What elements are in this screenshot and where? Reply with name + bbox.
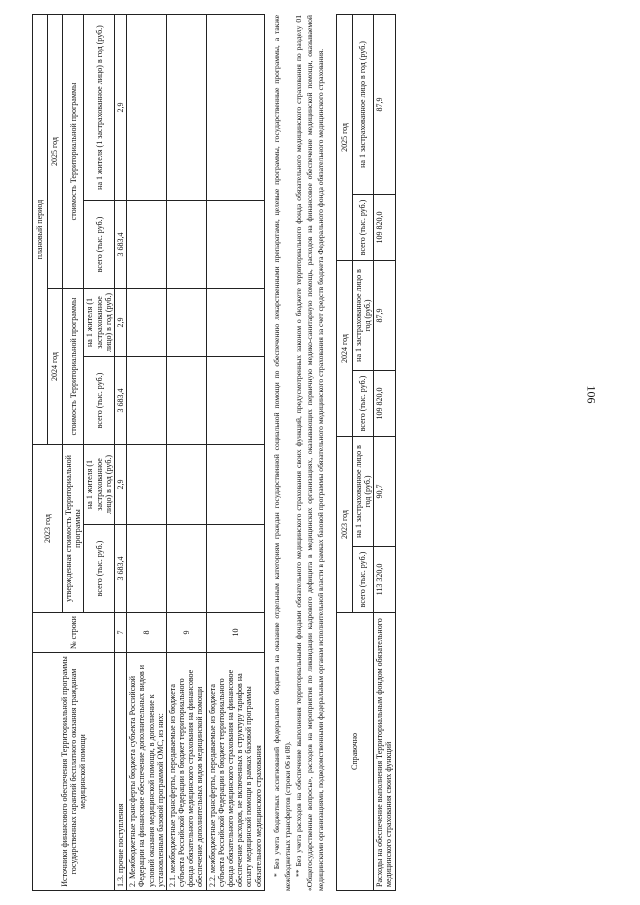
header-per-2025: на 1 жителя (1 застрахованное лицо) в год (руб.) xyxy=(84,14,115,200)
cell-2024-per xyxy=(166,288,206,356)
header-total-2025: всего (тыс. руб.) xyxy=(84,200,115,288)
cell-2023-total xyxy=(206,525,264,613)
table-row xyxy=(206,14,264,890)
ref-row-name: Расходы на обеспечение выполнения Территориальным фондом обязательного медицинского страхования своих функций xyxy=(374,613,395,891)
row-no: 10 xyxy=(206,613,264,653)
ref-cell-2023-total: 113 320,0 xyxy=(374,547,395,613)
reference-table xyxy=(336,14,396,891)
row-name: 1.3. прочие поступления xyxy=(114,653,126,891)
financing-sources-table xyxy=(32,14,265,891)
cell-2024-per xyxy=(206,288,264,356)
row-no: 9 xyxy=(166,613,206,653)
footnotes xyxy=(271,15,326,891)
header-source: Источники финансового обеспечения Территориальной программы государственных гарантий бесплатного оказания гражданам медицинской помощи xyxy=(33,653,115,891)
cell-2025-per xyxy=(166,14,206,200)
cell-2023-total: 3 683,4 xyxy=(114,525,126,613)
cell-2025-per xyxy=(206,14,264,200)
row-no: 8 xyxy=(127,613,167,653)
ref-header-total-2024: всего (тыс. руб.) xyxy=(352,370,373,436)
footnote-2: ** Без учета расходов на обеспечение выполнения территориальными фондами обязательного медицинского страхования своих функций, предусмотренных законом о бюджете территориального фонда обязательного медицинского страхования по разделу 01 «Общегосударственные вопросы», расходов на мероприятия по ликвидации кадрового дефицита в медицинских организациях, оказывающих первичную медико-санитарную помощь, расходов на финансовое обеспечение медицинской помощи, оказываемой медицинскими организациями, подведомственными федеральным органам исполнительной власти в рамках базовой программы обязательного медицинского страхования за счет средств бюджета Федерального фонда обязательного медицинского страхования. xyxy=(293,15,325,891)
table-row xyxy=(374,14,395,890)
cell-2023-per xyxy=(127,444,167,524)
ref-cell-2024-total: 109 820,0 xyxy=(374,370,395,436)
ref-header-total-2023: всего (тыс. руб.) xyxy=(352,547,373,613)
cell-2023-total xyxy=(127,525,167,613)
cell-2025-total xyxy=(127,200,167,288)
page-number: 106 xyxy=(584,385,599,404)
table-row xyxy=(114,14,126,890)
ref-header-per-2023: на 1 застрахованное лицо в год (руб.) xyxy=(352,436,373,546)
header-row-no: № строки xyxy=(33,613,115,653)
cell-2023-per xyxy=(206,444,264,524)
cell-2025-total: 3 683,4 xyxy=(114,200,126,288)
row-name: 2. Межбюджетные трансферты бюджета субъекта Российской Федерации на финансовое обеспечение дополнительных видов и условий оказания медицинской помощи, в дополнение к установленным базовой программой ОМС, из них: xyxy=(127,653,167,891)
sheet-content xyxy=(32,15,396,891)
header-total-2023: всего (тыс. руб.) xyxy=(84,525,115,613)
cell-2024-total xyxy=(127,356,167,444)
cell-2025-per: 2,9 xyxy=(114,14,126,200)
header-total-2024: всего (тыс. руб.) xyxy=(84,356,115,444)
cell-2023-per: 2,9 xyxy=(114,444,126,524)
ref-cell-2024-per: 87,9 xyxy=(374,260,395,370)
header-approved-cost: утвержденная стоимость Территориальной программы xyxy=(63,444,84,612)
ref-header-2024: 2024 год xyxy=(336,260,352,436)
cell-2024-total xyxy=(166,356,206,444)
ref-header-per-2025: на 1 застрахованное лицо в год (руб.) xyxy=(352,14,373,194)
row-no: 7 xyxy=(114,613,126,653)
row-name: 2.1. межбюджетные трансферты, передаваемые из бюджета субъекта Российской Федерации в бюджет территориального фонда обязательного медицинского страхования на финансовое обеспечение дополнительных видов медицинской помощи xyxy=(166,653,206,891)
cell-2024-total: 3 683,4 xyxy=(114,356,126,444)
header-program-cost-2025: стоимость Территориальной программы xyxy=(63,14,84,288)
header-2025: 2025 год xyxy=(48,14,63,288)
ref-cell-2023-per: 90,7 xyxy=(374,436,395,546)
cell-2025-per xyxy=(127,14,167,200)
ref-header-total-2025: всего (тыс. руб.) xyxy=(352,194,373,260)
cell-2025-total xyxy=(166,200,206,288)
footnote-1: * Без учета бюджетных ассигнований федерального бюджета на оказание отдельным категориям граждан государственной социальной помощи по обеспечению лекарственными препаратами, целевые программы, государственные программы, а также межбюджетных трансфертов (строки 06 и 08). xyxy=(271,15,292,891)
header-2024: 2024 год xyxy=(48,288,63,444)
cell-2025-total xyxy=(206,200,264,288)
cell-2023-per xyxy=(166,444,206,524)
header-2023: 2023 год xyxy=(33,444,63,612)
ref-header-2023: 2023 год xyxy=(336,436,352,612)
ref-cell-2025-total: 109 820,0 xyxy=(374,194,395,260)
cell-2024-per: 2,9 xyxy=(114,288,126,356)
row-name: 2.2. межбюджетные трансферты, передаваемые из бюджета субъекта Российской Федерации в бюджет территориального фонда обязательного медицинского страхования на финансовое обеспечение расходов, не включенных в структуру тарифов на оплату медицинской помощи в рамках базовой программы обязательного медицинского страхования xyxy=(206,653,264,891)
header-planned-period: плановый период xyxy=(33,14,48,444)
rotated-sheet xyxy=(2,0,640,905)
ref-header-per-2024: на 1 застрахованное лицо в год (руб.) xyxy=(352,260,373,370)
header-per-2024: на 1 жителя (1 застрахованное лицо) в год (руб.) xyxy=(84,288,115,356)
ref-header-2025: 2025 год xyxy=(336,14,352,260)
cell-2023-total xyxy=(166,525,206,613)
table-row xyxy=(127,14,167,890)
cell-2024-per xyxy=(127,288,167,356)
cell-2024-total xyxy=(206,356,264,444)
header-program-cost-2024: стоимость Территориальной программы xyxy=(63,288,84,444)
ref-header-label: Справочно xyxy=(336,613,373,891)
header-per-2023: на 1 жителя (1 застрахованное лицо) в год (руб.) xyxy=(84,444,115,524)
table-row xyxy=(166,14,206,890)
ref-cell-2025-per: 87,9 xyxy=(374,14,395,194)
